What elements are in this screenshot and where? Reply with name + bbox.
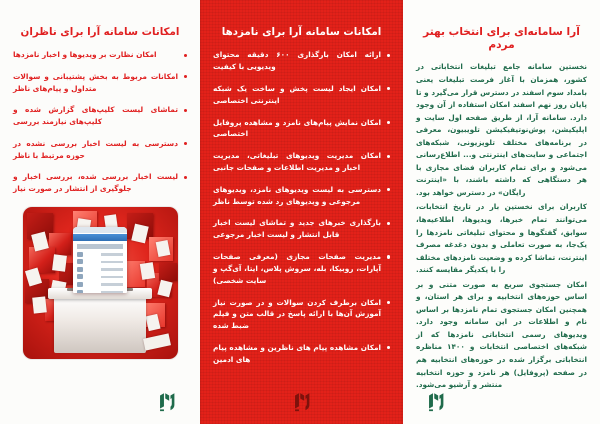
- phone-app-header: [73, 234, 127, 241]
- list-item-label: لیست اخبار بررسی شده، بررسی اخبار و جلوگیری از انتشار در صورت نیاز: [13, 172, 178, 194]
- list-item: [13, 138, 187, 162]
- phone-list-row: [77, 252, 123, 257]
- list-item: [13, 171, 187, 195]
- list-item-label: امکان مدیریت ویدیوهای تبلیغاتی، مدیریت اخبار و مدیریت اطلاعات و صفحات جانبی: [213, 151, 381, 173]
- phone-list-row: [77, 282, 123, 287]
- list-item: [213, 83, 390, 107]
- bullet-dot-icon: [387, 188, 390, 191]
- ara-logo: [293, 392, 311, 412]
- list-item: [213, 184, 390, 208]
- list-item-label: دسترسی به لیست اخبار بررسی نشده در حوزه مرتبط با ناظر: [13, 138, 178, 160]
- list-item-label: بارگذاری خبرهای جدید و تماشای لیست اخبار قابل انتشار و لیست اخبار مرجوعی: [213, 218, 381, 240]
- bullet-dot-icon: [387, 301, 390, 304]
- bullet-dot-icon: [387, 222, 390, 225]
- list-item-label: امکان نمایش پیام‌های نامزد و مشاهده پروفایل اختصاصی: [213, 117, 381, 139]
- list-item-label: امکان برطرف کردن سوالات و در صورت نیاز آموزش آن‌ها با ارائه پاسخ در قالب متن و فیلم ضبط شده: [213, 297, 381, 331]
- list-item: [13, 49, 187, 61]
- list-item-label: امکان نظارت بر ویدیوها و اخبار نامزدها: [13, 50, 157, 60]
- list-item: [213, 217, 390, 241]
- ara-logo: [427, 392, 445, 412]
- intro-paragraph: کاربران برای نخستین بار در تاریخ انتخابات، می‌توانند تمام خبرها، ویدیوها، اطلاعیه‌ها، سوابق، گفتگوها و محتوای تبلیغاتی نامزدها را یک‌جا، به صورت تعاملی و بدون دغدغه مصرف اینترنت، تماشا کرده و وضعیت نامزدهای مختلف را با یکدیگر مقایسه کنند.: [416, 202, 587, 275]
- list-item: [213, 150, 390, 174]
- panel-observers-bullet-list: [13, 49, 187, 195]
- list-item: [213, 117, 390, 141]
- list-item: [13, 104, 187, 128]
- bullet-dot-icon: [387, 54, 390, 57]
- intro-paragraph: نخستین سامانه جامع تبلیغات انتخاباتی در کشور، همزمان با آغاز فرصت تبلیغات یعنی بامداد سوم اسفند در دسترس قرار می‌گیرد و تا پایان روز نهم اسفند امکان استفاده از آن وجود دارد. سامانه آرا، از طریق صفحه اول سایت و اپلیکیشن، پوش‌نوتیفیکیشن تلویبیون، معرفی در برنامه‌های مختلف تلویزیونی، شبکه‌های اجتماعی و سایت‌های اینترنتی و... اطلاع‌رسانی می‌شود و برای تمام کاربران فضای مجازی با هر دستگاهی که داشته باشند، با «اینترنت رایگان» در دسترس خواهد بود.: [416, 62, 587, 197]
- bullet-dot-icon: [184, 176, 187, 179]
- phone-status-bar: [73, 227, 127, 233]
- panel-candidates: [200, 0, 403, 424]
- phone-mockup: [73, 227, 127, 293]
- panel-candidates-bullet-list: [213, 49, 390, 365]
- bullet-dot-icon: [387, 87, 390, 90]
- list-item: [213, 49, 390, 73]
- list-item: [213, 251, 390, 286]
- ara-logo: [158, 392, 176, 412]
- intro-paragraph: امکان جستجوی سریع به صورت متنی و بر اساس حوزه‌های انتخابیه و برای هر استان، و همچنین امکان جستجوی تمام نامزدها بر اساس نام و اطلاعات در این سامانه وجود دارد. ویدیوهای رسمی انتخاباتی نامزدها که از شبکه‌های اختصاصی انتخابات و ۱۴۰۰ مناظره انتخاباتی برگزار شده در حوزه‌های انتخابیه هم در صفحه (پروفایل) هر نامزد و حوزه انتخابیه منتشر و آرشیو می‌شود.: [416, 279, 588, 390]
- list-item-label: امکان ایجاد لیست پخش و ساخت یک شبکه اینترنتی اختصاصی: [213, 83, 381, 105]
- phone-heading-placeholder: [77, 244, 123, 249]
- bullet-dot-icon: [387, 255, 390, 258]
- phone-list-row: [77, 290, 123, 294]
- phone-list-row: [77, 267, 123, 272]
- phone-list-row: [77, 274, 123, 279]
- bullet-dot-icon: [387, 155, 390, 158]
- list-item: [213, 342, 390, 366]
- bullet-dot-icon: [387, 346, 390, 349]
- bullet-dot-icon: [184, 109, 187, 112]
- panel-fold-shadow-left: [200, 0, 202, 424]
- fallen-ballot-paper: [143, 334, 171, 351]
- bullet-dot-icon: [184, 75, 187, 78]
- list-item: [13, 71, 187, 95]
- bullet-dot-icon: [184, 142, 187, 145]
- ballot-box: [54, 295, 146, 353]
- bullet-dot-icon: [184, 54, 187, 57]
- panel-intro: [403, 0, 600, 424]
- panel-observers: [0, 0, 200, 424]
- panel-observers-title: امکانات سامانه آرا برای ناظران: [20, 26, 180, 38]
- list-item-label: امکانات مربوط به بخش پشتیبانی و سوالات متداول و پیام‌های ناظر: [13, 71, 178, 93]
- ballot-box-illustration: [23, 207, 178, 359]
- list-item-label: تماشای لیست کلیپ‌های گزارش شده و کلیپ‌های نیازمند بررسی: [13, 105, 178, 127]
- panel-candidates-title: امکانات سامانه آرا برای نامزدها: [221, 26, 382, 38]
- phone-list-row: [77, 259, 123, 264]
- list-item-label: مدیریت صفحات مجازی (معرفی صفحات آپارات، روبیکا، بله، سروش پلاس، ایتا، آی‌گپ و سایت شخصی): [213, 252, 381, 285]
- list-item-label: دسترسی به لیست ویدیوهای نامزد، ویدیوهای مرجوعی و ویدیوهای رد شده توسط ناظر: [213, 184, 381, 206]
- list-item-label: ارائه امکان بارگذاری ۶۰۰ دقیقه محتوای ویدیویی با کیفیت: [213, 50, 381, 72]
- list-item-label: امکان مشاهده پیام های ناظرین و مشاهده پیام های ادمین: [213, 342, 381, 364]
- bullet-dot-icon: [387, 121, 390, 124]
- panel-intro-title: آرا سامانه‌ای برای انتخاب بهتر مردم: [423, 26, 580, 51]
- list-item: [213, 297, 390, 332]
